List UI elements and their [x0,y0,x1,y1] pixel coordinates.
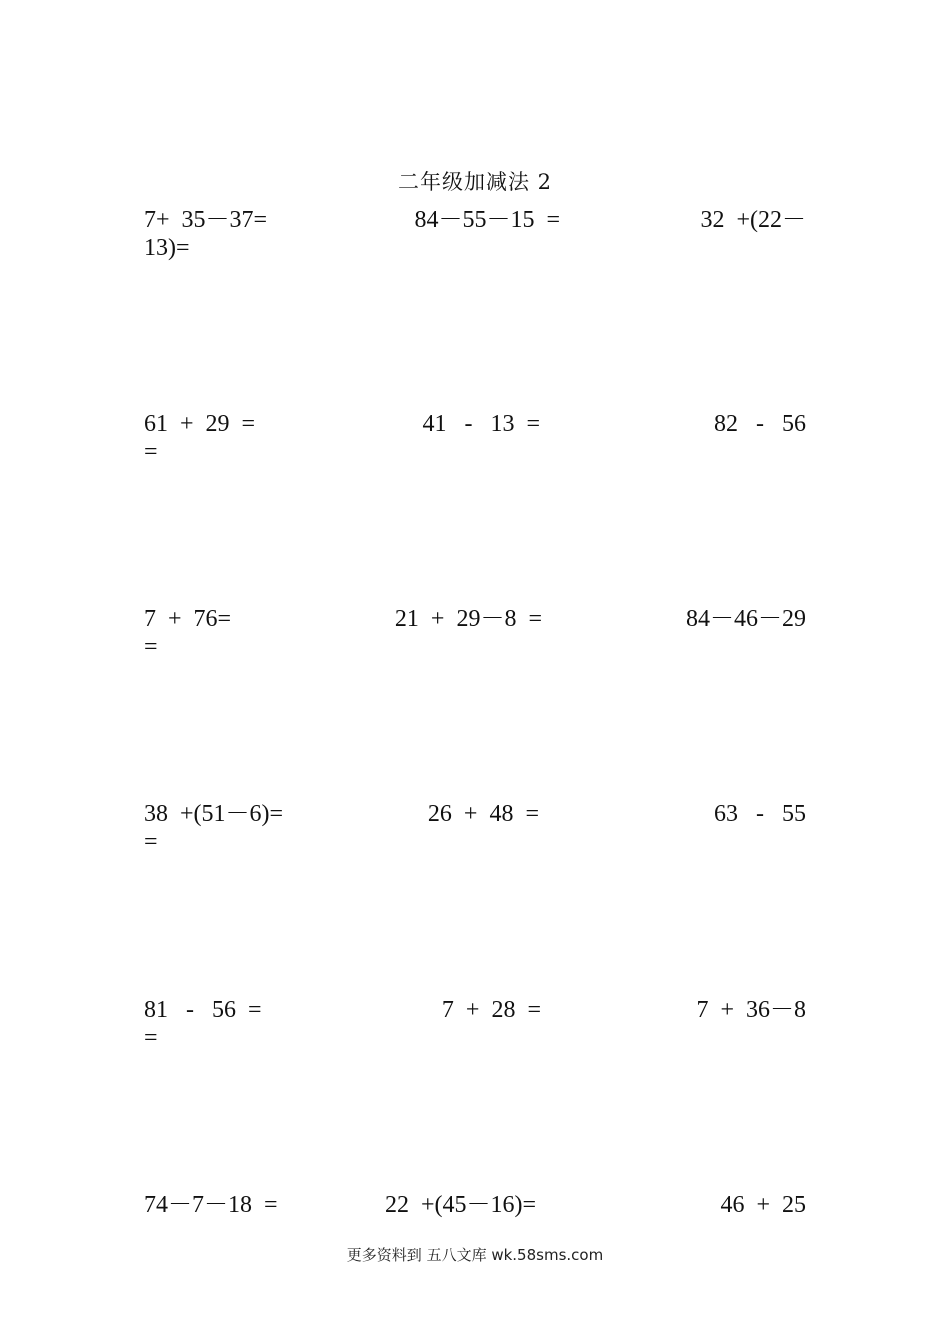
problem-continuation: = [144,439,158,465]
problem-row-2 [0,410,950,470]
problem-left: 38 +(51－6)= [144,801,284,827]
problem-middle: 84－55－15 = [414,207,560,233]
problem-row-4 [0,800,950,860]
problem-middle: 41 - 13 = [422,411,540,437]
problem-left: 7+ 35－37= [144,207,268,233]
problem-left: 7 + 76= [144,606,232,632]
problem-middle: 26 + 48 = [427,801,539,827]
problem-middle: 21 + 29－8 = [394,606,542,632]
problem-right: 7 + 36－8 [696,997,806,1023]
problem-middle: 22 +(45－16)= [384,1192,536,1218]
problem-row-3 [0,605,950,665]
problem-middle: 7 + 28 = [441,997,541,1023]
problem-continuation: = [144,829,158,855]
problem-row-1 [0,206,950,266]
problem-left: 74－7－18 = [144,1192,278,1218]
problem-right: 84－46－29 [686,606,806,632]
problem-right: 46 + 25 [720,1192,806,1218]
footer-note: 更多资料到 五八文库 wk.58sms.com [346,1246,604,1264]
problem-continuation: = [144,634,158,660]
problem-right: 63 - 55 [714,801,806,827]
problem-right: 82 - 56 [714,411,806,437]
problem-row-5 [0,996,950,1056]
problem-left: 81 - 56 = [144,997,262,1023]
page-title: 二年级加减法 2 [397,170,553,194]
problem-continuation: = [144,1025,158,1051]
problem-row-6 [0,1191,950,1251]
problem-right: 32 +(22－ [700,207,806,233]
problem-left: 61 + 29 = [144,411,256,437]
problem-continuation: 13)= [144,235,190,261]
